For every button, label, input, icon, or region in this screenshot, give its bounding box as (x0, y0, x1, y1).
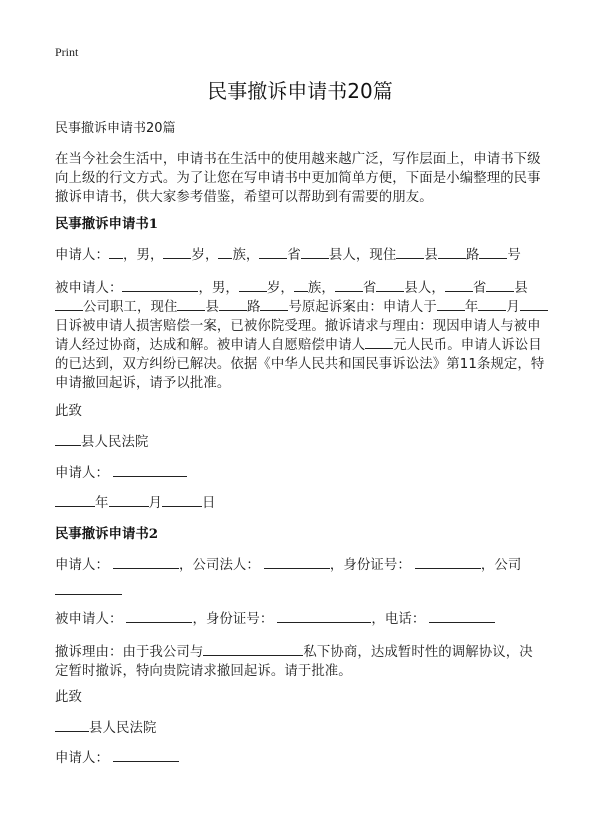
blank-field (219, 298, 247, 311)
blank-field (301, 246, 329, 259)
section-2-reason-paragraph: 撤诉理由：由于我公司与 私下协商，达成暂时性的调解协议，决 定暂时撤诉，特向贵院请求撤回起诉。请于批准。 (55, 645, 533, 679)
blank-field (239, 279, 267, 292)
intro-line: 向上级的行文方式。为了让您在写申请书中更加简单方便，下面是小编整理的民事 (55, 171, 541, 186)
blank-field (376, 279, 404, 292)
section-1-heading: 民事撤诉申请书1 (55, 216, 159, 232)
section-2-heading: 民事撤诉申请书2 (55, 526, 159, 542)
blank-field (55, 433, 81, 446)
intro-line: 在当今社会生活中，申请书在生活中的使用越来越广泛，写作层面上，申请书下级 (55, 152, 541, 167)
blank-field (162, 494, 202, 507)
blank-field (520, 298, 548, 311)
intro-paragraph (55, 150, 550, 207)
blank-field (203, 643, 303, 656)
section-2-court: 县人民法院 (55, 719, 550, 738)
section-2-signature: 申请人： (55, 749, 550, 768)
blank-field (277, 610, 371, 623)
document-title: 民事撤诉申请书20篇 (207, 79, 393, 103)
signature-blank (113, 749, 179, 762)
blank-field (478, 298, 506, 311)
blank-field (429, 610, 495, 623)
blank-field (335, 279, 363, 292)
section-1-respondent-paragraph: 被申请人： ，男， 岁， 族， 省 县人， 省 县 公司职工，现住 县 路 号原起诉案由：申请人于 年 月 日诉被申请人损害赔偿一案，已被你院受理。撤诉请求与理由：现因申请人与被申 请人经过协商，达成和解。被申请人自愿赔偿申请人 元人民币。申请人诉讼目 的已达到，双方纠纷已解决。依据《中华人民共和国民事诉讼法》第11条规定，特 申请撤回起诉，请予以批准。 (55, 279, 550, 393)
section-1-court: 县人民法院 (55, 433, 550, 452)
signature-blank (113, 464, 187, 477)
blank-field (479, 246, 507, 259)
blank-field (437, 298, 465, 311)
section-2-applicant-paragraph: 申请人： ，公司法人： ，身份证号： ，公司 (55, 556, 550, 601)
intro-line: 撤诉申请书，供大家参考借鉴，希望可以帮助到有需要的朋友。 (55, 190, 433, 205)
blank-field (113, 556, 179, 569)
blank-field (109, 246, 123, 259)
blank-field (445, 279, 473, 292)
blank-field (264, 556, 330, 569)
blank-field (126, 610, 192, 623)
blank-field (486, 279, 514, 292)
blank-field (415, 556, 481, 569)
section-2-respondent-line: 被申请人： ，身份证号： ，电话： (55, 610, 550, 629)
blank-field (55, 298, 83, 311)
section-1-signature: 申请人： (55, 464, 550, 483)
blank-field (438, 246, 466, 259)
blank-field (294, 279, 308, 292)
blank-field (55, 582, 122, 595)
document-subtitle: 民事撤诉申请书20篇 (55, 121, 176, 136)
blank-field (259, 246, 287, 259)
blank-field (109, 494, 149, 507)
blank-field (177, 298, 205, 311)
section-1-applicant-line: 申请人： ，男， 岁， 族， 省 县人，现住 县 路 号 (55, 248, 521, 263)
print-label: Print (55, 45, 79, 59)
blank-field (396, 246, 424, 259)
blank-field (260, 298, 288, 311)
blank-field (55, 494, 95, 507)
section-1-closing: 此致 (55, 404, 82, 419)
blank-field (55, 719, 89, 732)
blank-field (218, 246, 232, 259)
blank-field (122, 279, 198, 292)
section-1-date: 年 月 日 (55, 494, 550, 513)
section-2-closing: 此致 (55, 690, 82, 705)
blank-field (365, 336, 393, 349)
blank-field (163, 246, 191, 259)
